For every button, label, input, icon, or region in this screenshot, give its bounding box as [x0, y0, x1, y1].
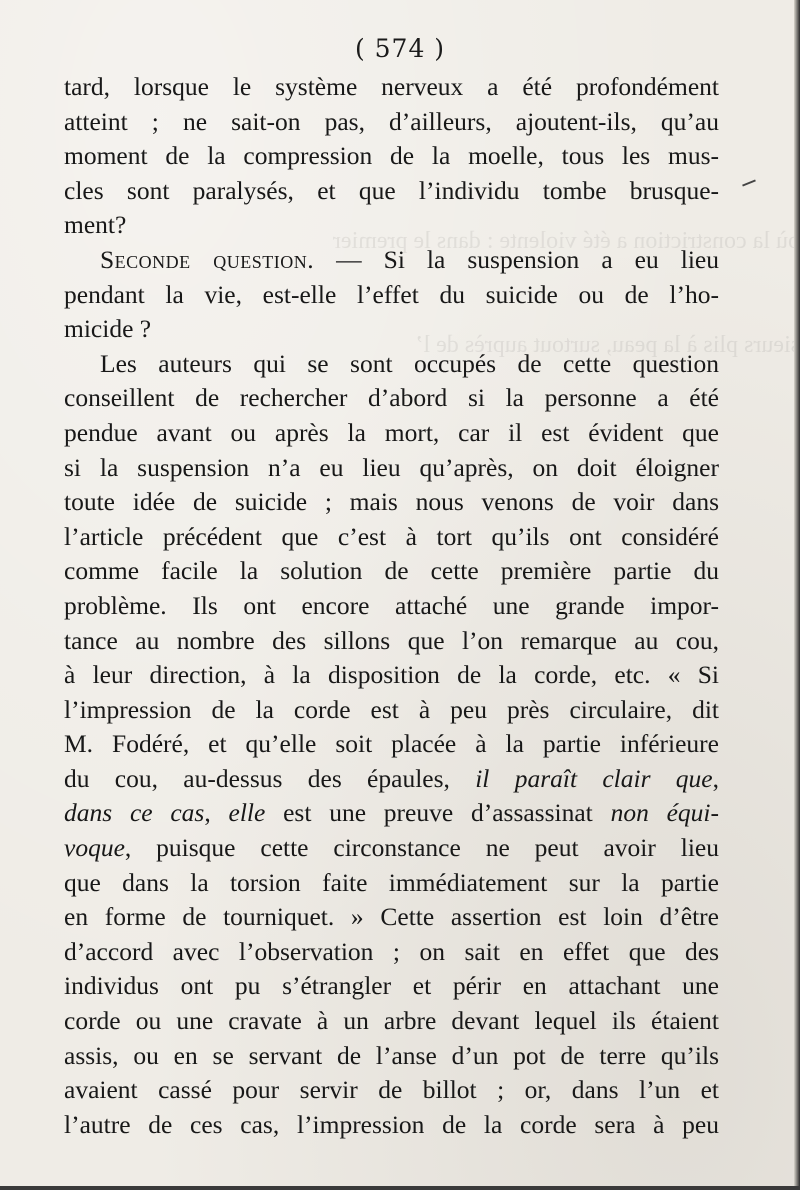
text-line: [64, 1039, 719, 1074]
text-line: [64, 381, 719, 416]
text-line: [64, 312, 719, 347]
italic-text: dans ce cas: [64, 798, 205, 828]
text-segment: que dans la torsion faite immédiatement sur la partie: [64, 867, 719, 897]
text-segment: avaient cassé pour servir de billot ; or, dans l’un et: [64, 1075, 719, 1105]
page-edge-right: [794, 0, 800, 1190]
text-segment: problème. Ils ont encore attaché une grande impor-: [64, 590, 719, 620]
text-line: [64, 174, 719, 209]
text-segment: l’autre de ces cas, l’impression de la corde sera à peu: [64, 1109, 719, 1139]
text-line: [64, 347, 719, 382]
text-line: [64, 485, 719, 520]
page-body-text: [64, 70, 719, 1142]
text-segment: corde ou une cravate à un arbre devant lequel ils étaient: [64, 1006, 719, 1036]
text-segment: ment?: [64, 210, 127, 240]
text-line: [64, 624, 719, 659]
text-line: [64, 900, 719, 935]
text-line: [64, 762, 719, 797]
text-segment: — Si la suspension a eu lieu: [314, 244, 719, 274]
text-segment: d’accord avec l’observation ; on sait en effet que des: [64, 936, 719, 966]
text-line: [64, 1108, 719, 1143]
text-segment: toute idée de suicide ; mais nous venons de voir dans: [64, 487, 719, 517]
text-segment: ,: [204, 798, 229, 828]
text-line: [64, 1073, 719, 1108]
text-line: [64, 866, 719, 901]
text-segment: du cou, au-dessus des épaules,: [64, 763, 476, 793]
text-line: [64, 589, 719, 624]
text-segment: M. Fodéré, et qu’elle soit placée à la partie inférieure: [64, 729, 719, 759]
text-line: [64, 243, 719, 278]
text-line: [64, 1004, 719, 1039]
text-segment: ,: [712, 763, 720, 793]
text-segment: individus ont pu s’étrangler et périr en attachant une: [64, 971, 719, 1001]
text-line: [64, 70, 719, 105]
text-line: [64, 831, 719, 866]
text-line: [64, 727, 719, 762]
text-segment: assis, ou en se servant de l’anse d’un pot de terre qu’ils: [64, 1040, 719, 1070]
italic-text: elle: [228, 798, 266, 828]
section-heading: Seconde question.: [100, 244, 315, 274]
text-segment: Les auteurs qui se sont occupés de cette question: [100, 348, 719, 378]
text-line: [64, 693, 719, 728]
text-segment: à leur direction, à la disposition de la corde, etc. « Si: [64, 660, 719, 690]
text-segment: comme facile la solution de cette première partie du: [64, 556, 719, 586]
text-line: [64, 208, 719, 243]
text-segment: , puisque cette circonstance ne peut avoir lieu: [124, 833, 719, 863]
text-line: [64, 139, 719, 174]
text-segment: atteint ; ne sait-on pas, d’ailleurs, ajoutent-ils, qu’au: [64, 106, 719, 136]
text-segment: l’impression de la corde est à peu près circulaire, dit: [64, 694, 719, 724]
text-segment: est une preuve d’assassinat: [265, 798, 611, 828]
italic-text: voque: [64, 833, 125, 863]
page-number: ( 574 ): [354, 34, 446, 63]
bleed-through-text: où la constriction a été violente : dans le premier: [332, 228, 800, 254]
italic-text: non équi-: [610, 798, 719, 828]
text-segment: en forme de tourniquet. » Cette assertion est loin d’être: [64, 902, 719, 932]
margin-tick-mark: [742, 179, 756, 186]
text-segment: pendant la vie, est-elle l’effet du suicide ou de l’ho-: [64, 279, 719, 309]
text-line: [64, 796, 719, 831]
text-line: [64, 520, 719, 555]
text-segment: tance au nombre des sillons que l’on remarque au cou,: [64, 625, 719, 655]
text-segment: micide ?: [64, 314, 152, 344]
text-segment: conseillent de rechercher d’abord si la personne a été: [64, 383, 719, 413]
text-segment: moment de la compression de la moelle, tous les mus-: [64, 141, 719, 171]
text-line: [64, 554, 719, 589]
text-line: [64, 105, 719, 140]
bleed-through-text: sieurs plis à la peau, surtout auprès de l’: [415, 332, 800, 358]
text-line: [64, 969, 719, 1004]
text-line: [64, 278, 719, 313]
text-segment: pendue avant ou après la mort, car il est évident que: [64, 417, 719, 447]
text-segment: l’article précédent que c’est à tort qu’ils ont considéré: [64, 521, 719, 551]
text-line: [64, 451, 719, 486]
text-line: [64, 935, 719, 970]
text-line: [64, 416, 719, 451]
text-segment: cles sont paralysés, et que l’individu tombe brusque-: [64, 175, 719, 205]
page-edge-bottom: [0, 1186, 800, 1190]
text-line: [64, 658, 719, 693]
italic-text: il paraît clair que: [475, 763, 713, 793]
text-segment: tard, lorsque le système nerveux a été profondément: [64, 72, 719, 101]
text-segment: si la suspension n’a eu lieu qu’après, on doit éloigner: [64, 452, 719, 482]
